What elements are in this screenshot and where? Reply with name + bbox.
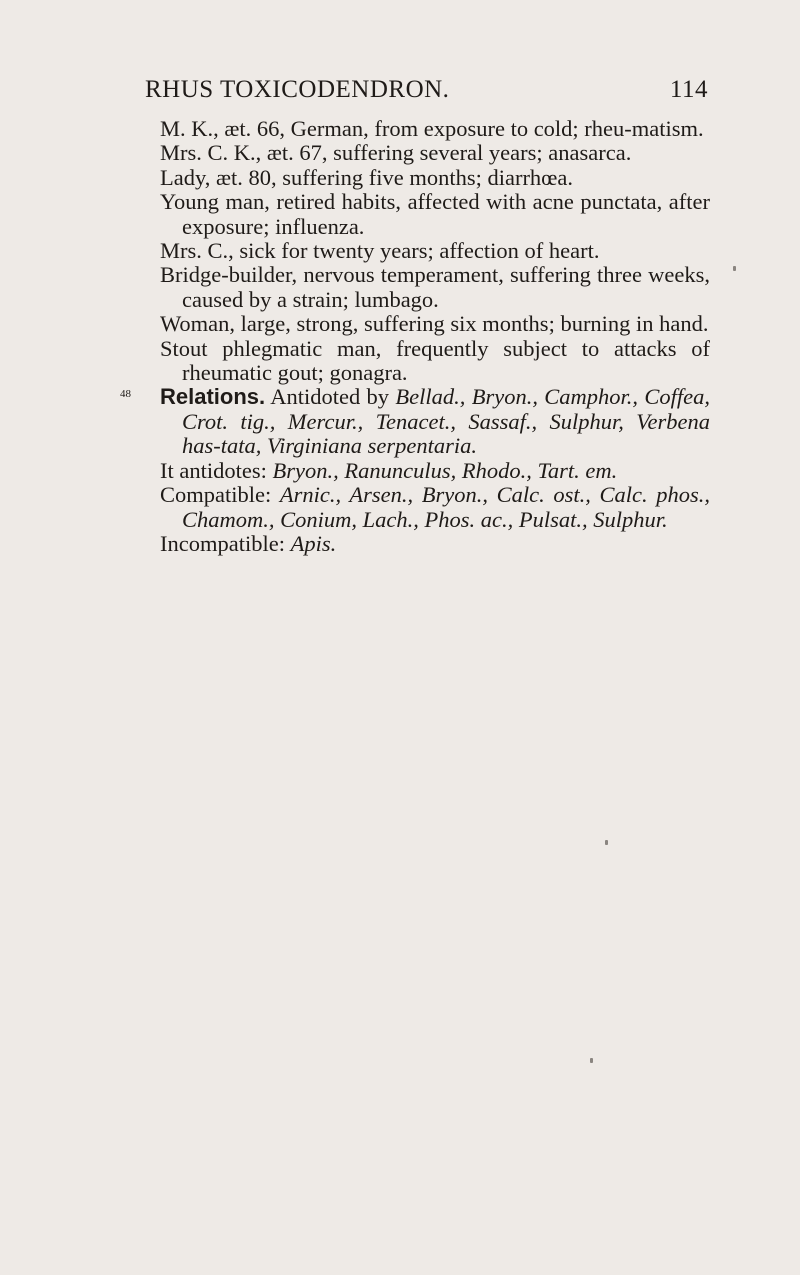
case-entry: Woman, large, strong, suffering six months; burning in hand.	[160, 311, 709, 337]
antidoted-prefix: Antidoted by	[270, 384, 390, 410]
relations-antidoted: 48 Relations. Antidoted by Bellad., Bryon., Camphor., Coffea, Crot. tig., Mercur., Tenacet., Sassaf., Sulphur, Verbena has-tata, Virginiana serpentaria.	[120, 384, 711, 459]
relations-antidotes	[160, 459, 710, 483]
antidotes-list: Bryon., Ranunculus, Rhodo., Tart. em.	[272, 457, 618, 483]
case-entry: Young man, retired habits, affected with acne punctata, after exposure; influenza.	[160, 189, 710, 239]
compatible-prefix: Compatible:	[160, 482, 272, 508]
case-entry: Lady, æt. 80, suffering five months; diarrhœa.	[160, 164, 574, 190]
running-head-title: RHUS TOXICODENDRON.	[145, 76, 450, 103]
relations-compatible	[160, 483, 710, 532]
relations-heading: Relations.	[160, 384, 266, 410]
paper-speck	[605, 840, 608, 845]
compatible-list: Arnic., Arsen., Bryon., Calc. ost., Calc. phos., Chamom., Conium, Lach., Phos. ac., Pulsat., Sulphur.	[182, 482, 710, 532]
incompatible-list: Apis.	[290, 530, 337, 556]
relations-incompatible	[160, 532, 710, 556]
incompatible-prefix: Incompatible:	[160, 530, 285, 556]
paper-speck	[590, 1058, 593, 1063]
page-number: 114	[669, 76, 708, 103]
body-text	[120, 116, 711, 556]
antidotes-prefix: It antidotes:	[160, 457, 267, 483]
case-entry: Bridge-builder, nervous temperament, suffering three weeks, caused by a strain; lumbago.	[160, 262, 710, 312]
running-head	[145, 76, 708, 110]
antidoted-list: Bellad., Bryon., Camphor., Coffea, Crot. tig., Mercur., Tenacet., Sassaf., Sulphur, Verbena has-tata, Virginiana serpentaria.	[182, 384, 711, 459]
case-entry: Mrs. C., sick for twenty years; affection of heart.	[160, 238, 600, 264]
case-entry: Mrs. C. K., æt. 67, suffering several years; anasarca.	[160, 140, 632, 166]
case-entry: Stout phlegmatic man, frequently subject to attacks of rheumatic gout; gonagra.	[160, 335, 710, 386]
case-entry: M. K., æt. 66, German, from exposure to cold; rheu-matism.	[160, 116, 704, 141]
paper-speck	[733, 266, 736, 271]
